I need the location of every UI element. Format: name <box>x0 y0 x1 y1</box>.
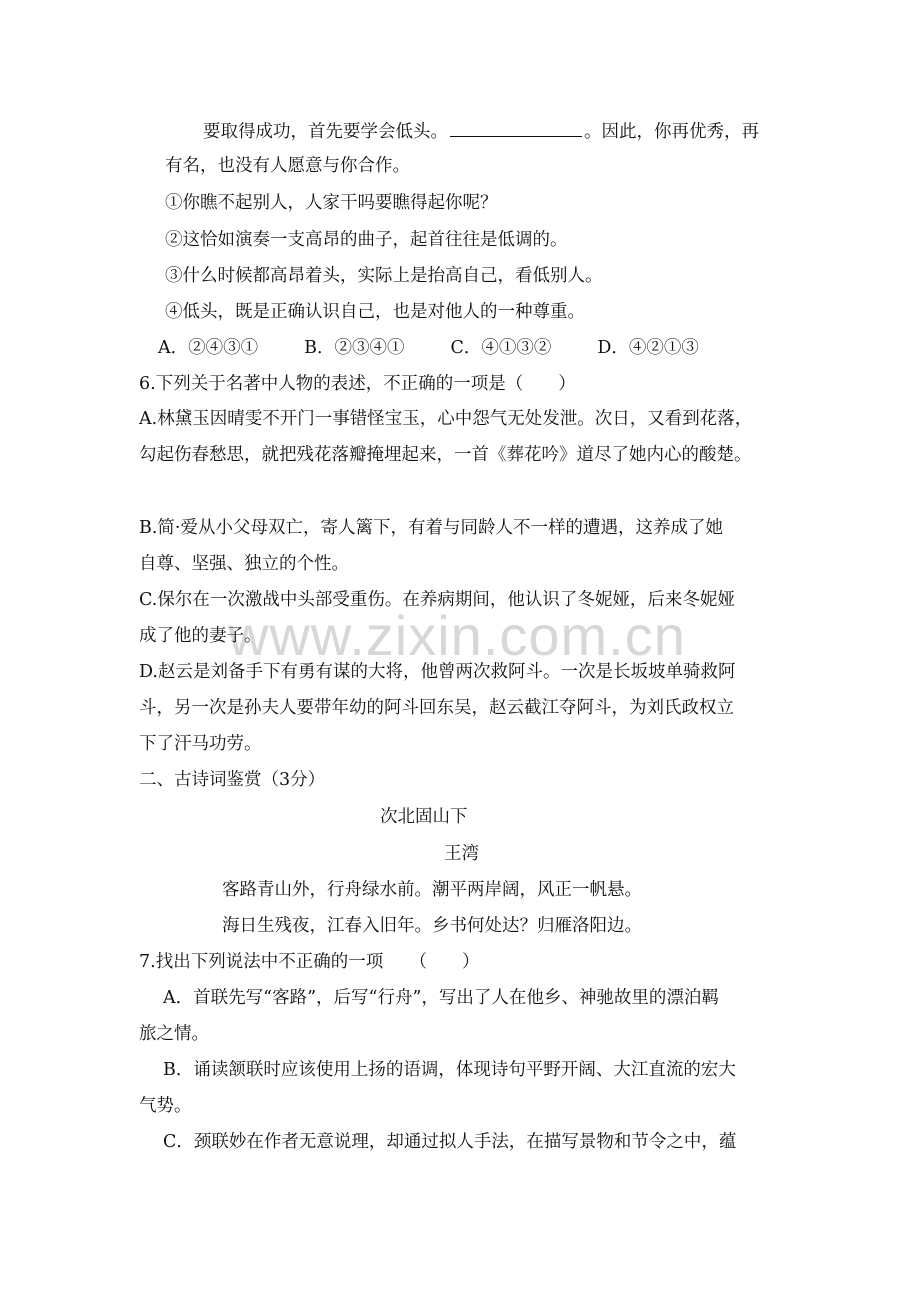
q7-option-b-line-1: B．诵读颔联时应该使用上扬的语调，体现诗句平野开阔、大江直流的宏大 <box>163 1060 736 1080</box>
answer-blank[interactable] <box>450 118 582 137</box>
q5-option-c[interactable]: C．④①③② <box>450 338 552 358</box>
q5-line1-pre: 要取得成功，首先要学会低头。 <box>203 122 448 142</box>
q7-option-b-line-2: 气势。 <box>139 1096 192 1116</box>
q5-sentence-1: ①你瞧不起别人，人家干吗要瞧得起你呢？ <box>165 193 498 213</box>
q5-line1-post: 。因此，你再优秀，再 <box>584 122 759 142</box>
q6-option-c-line-2: 成了他的妻子。 <box>139 626 262 646</box>
q7-option-a-line-1: A．首联先写“客路”，后写“行舟”，写出了人在他乡、神驰故里的漂泊羁 <box>163 988 719 1008</box>
q5-line-2: 有名，也没有人愿意与你合作。 <box>165 156 410 176</box>
poem-line-1: 客路青山外，行舟绿水前。潮平两岸阔，风正一帆悬。 <box>222 880 642 900</box>
q6-option-b-line-1: B.简·爱从小父母双亡，寄人篱下，有着与同龄人不一样的遭遇，这养成了她 <box>139 518 723 538</box>
q5-sentence-4: ④低头，既是正确认识自己，也是对他人的一种尊重。 <box>165 302 585 322</box>
q6-option-d-line-1: D.赵云是刘备手下有勇有谋的大将，他曾两次救阿斗。一次是长坂坡单骑救阿 <box>139 662 736 682</box>
q5-option-b[interactable]: B．②③④① <box>304 338 405 358</box>
poem-line-2: 海日生残夜，江春入旧年。乡书何处达？归雁洛阳边。 <box>222 916 642 936</box>
q6-option-c-line-1: C.保尔在一次激战中头部受重伤。在养病期间，他认识了冬妮娅，后来冬妮娅 <box>139 590 735 610</box>
q6-option-a-line-2: 勾起伤春愁思，就把残花落瓣掩埋起来，一首《葬花吟》道尽了她内心的酸楚。 <box>139 445 752 465</box>
poem-author: 王湾 <box>444 844 479 864</box>
watermark: www.zixin.com.cn <box>228 604 686 667</box>
q5-option-a[interactable]: A．②④③① <box>158 338 259 358</box>
q6-stem: 6.下列关于名著中人物的表述，不正确的一项是（ ） <box>139 374 576 394</box>
q5-options <box>158 336 745 360</box>
q7-option-a-line-2: 旅之情。 <box>139 1024 209 1044</box>
q6-option-d-line-2: 斗，另一次是孙夫人要带年幼的阿斗回东吴，赵云截江夺阿斗，为刘氏政权立 <box>139 698 734 718</box>
poem-title: 次北固山下 <box>380 807 468 827</box>
q6-option-a-line-1: A.林黛玉因晴雯不开门一事错怪宝玉，心中怨气无处发泄。次日，又看到花落， <box>139 409 753 429</box>
q7-option-c-line-1: C．颈联妙在作者无意说理，却通过拟人手法，在描写景物和节令之中，蕴 <box>163 1132 737 1152</box>
q5-option-d[interactable]: D．④②①③ <box>597 338 699 358</box>
q6-option-b-line-2: 自尊、坚强、独立的个性。 <box>139 554 349 574</box>
q5-line-1 <box>203 118 759 144</box>
q6-option-d-line-3: 下了汗马功劳。 <box>139 734 262 754</box>
section-heading: 二、古诗词鉴赏（3分） <box>139 770 326 790</box>
q5-sentence-2: ②这恰如演奏一支高昂的曲子，起首往往是低调的。 <box>165 230 568 250</box>
q5-sentence-3: ③什么时候都高昂着头，实际上是抬高自己，看低别人。 <box>165 266 603 286</box>
q7-stem: 7.找出下列说法中不正确的一项 （ ） <box>139 952 480 972</box>
